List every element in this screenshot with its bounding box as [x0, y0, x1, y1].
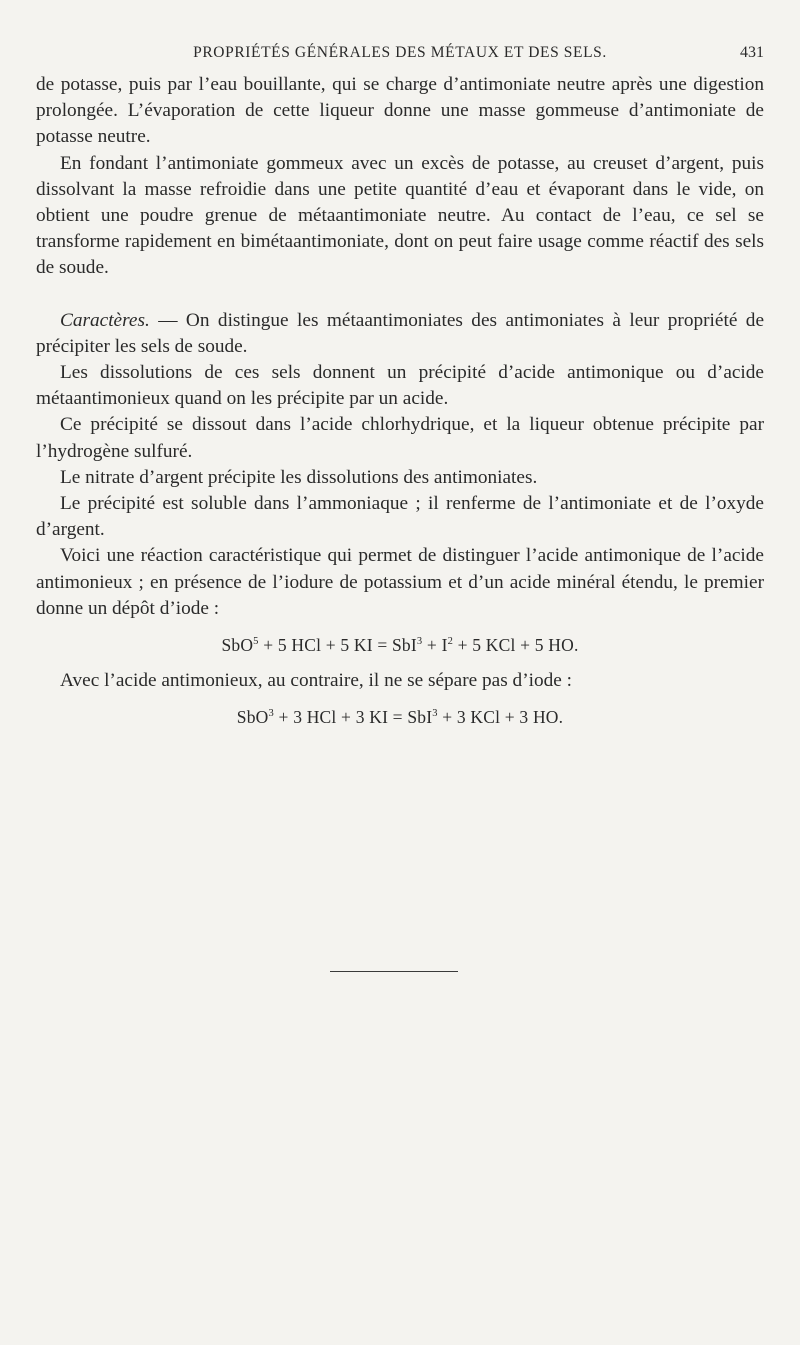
caracteres-text: — On distingue les métaantimoniates des antimoniates à leur propriété de précipiter les sels de soude. — [36, 309, 764, 357]
paragraph-5: Ce précipité se dissout dans l’acide chlorhydrique, et la liqueur obtenue précipite par l’hydrogène sulfuré. — [36, 414, 764, 462]
formula-1-part-b: + 5 HCl + 5 KI = SbI — [258, 635, 417, 656]
formula-1-part-d: + 5 KCl + 5 HO. — [453, 635, 579, 656]
paragraph-4: Les dissolutions de ces sels donnent un précipité d’acide antimonique ou d’acide métaantimonieux quand on les précipite par un acide. — [36, 362, 764, 410]
paragraph-7: Le précipité est soluble dans l’ammoniaque ; il renferme de l’antimoniate et de l’oxyde d’argent. — [36, 493, 764, 541]
formula-1 — [36, 632, 764, 658]
formula-1-part-c: + I — [422, 635, 448, 656]
formula-2-sup-a: 3 — [268, 708, 274, 720]
header-title: PROPRIÉTÉS GÉNÉRALES DES MÉTAUX ET DES SELS. — [193, 44, 607, 61]
formula-1-sup-a: 5 — [253, 636, 259, 648]
running-header — [36, 42, 764, 68]
formula-2-sup-b: 3 — [432, 708, 438, 720]
section-gap — [36, 282, 764, 308]
page-number: 431 — [740, 44, 764, 61]
formula-2-part-b: + 3 HCl + 3 KI = SbI — [273, 707, 433, 728]
formula-1-sup-b: 3 — [416, 636, 423, 648]
body-text — [36, 72, 764, 740]
formula-2 — [36, 704, 764, 730]
paragraph-8: Voici une réaction caractéristique qui permet de distinguer l’acide antimonique de l’acide antimonieux ; en présence de l’iodure de potassium et d’un acide minéral étendu, le premier donne un dépôt d’iode : — [36, 545, 764, 619]
paragraph-9: Avec l’acide antimonieux, au contraire, il ne se sépare pas d’iode : — [60, 670, 572, 692]
formula-1-part-a: SbO — [221, 635, 254, 656]
paragraph-2: En fondant l’antimoniate gommeux avec un excès de potasse, au creuset d’argent, puis dissolvant la masse refroidie dans une petite quantité d’eau et évaporant dans le vide, on obtient une poudre grenue de métaantimoniate neutre. Au contact de l’eau, ce sel se transforme rapidement en bimétaantimoniate, dont on peut faire usage comme réactif des sels de soude. — [36, 152, 764, 279]
formula-2-part-a: SbO — [236, 707, 269, 728]
caracteres-heading: Caractères. — [60, 309, 150, 331]
formula-2-part-c: + 3 KCl + 3 HO. — [437, 707, 564, 728]
paragraph-caracteres — [36, 308, 764, 360]
paragraph-6: Le nitrate d’argent précipite les dissolutions des antimoniates. — [60, 466, 538, 488]
end-rule — [330, 971, 458, 972]
paragraph-1: de potasse, puis par l’eau bouillante, qui se charge d’antimoniate neutre après une digestion prolongée. L’évaporation de cette liqueur donne une masse gommeuse d’antimoniate de potasse neutre. — [36, 74, 764, 148]
formula-1-sup-c: 2 — [447, 636, 454, 648]
